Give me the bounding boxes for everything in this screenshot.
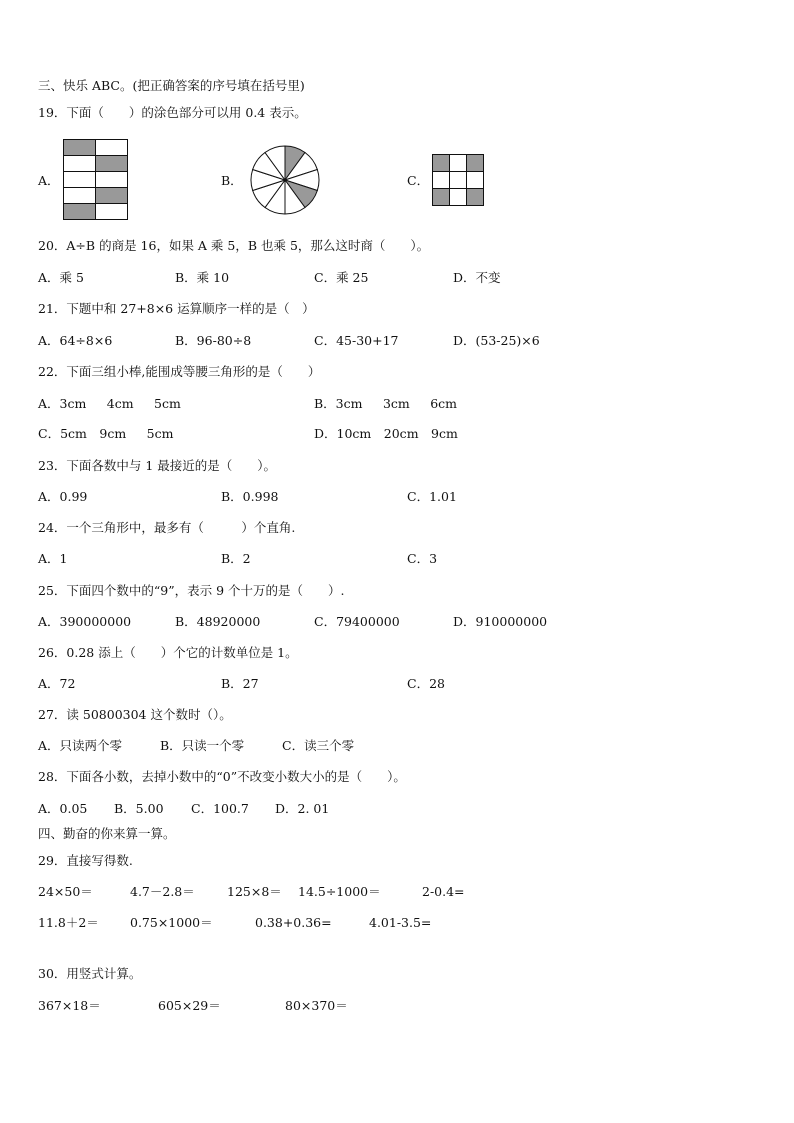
- question-20-stem: 20．A÷B 的商是 16，如果 A 乘 5，B 也乘 5，那么这时商（ ）。: [38, 238, 430, 253]
- question-28-stem: 28．下面各小数，去掉小数中的“0”不改变小数大小的是（ ）。: [38, 769, 406, 784]
- q28-option-b: B．5.00: [114, 801, 164, 816]
- section-3-title: 三、快乐 ABC。(把正确答案的序号填在括号里): [38, 78, 305, 93]
- q19-option-c: C．: [407, 173, 430, 188]
- q29-item: 14.5÷1000＝: [298, 884, 381, 899]
- q29-item: 0.75×1000＝: [130, 915, 213, 930]
- q19-figure-c-grid: [432, 154, 484, 206]
- fig-a-shaded-cell: [63, 203, 95, 219]
- fig-c-shaded-cell: [466, 154, 483, 171]
- q29-item: 0.38+0.36=: [255, 915, 332, 930]
- q22-option-b: B．3cm 3cm 6cm: [314, 396, 457, 411]
- q20-option-b: B．乘 10: [175, 270, 230, 285]
- q29-item: 2-0.4=: [422, 884, 465, 899]
- q20-option-a: A．乘 5: [38, 270, 84, 285]
- q20-option-d: D．不变: [453, 270, 501, 285]
- q24-option-a: A．1: [38, 551, 68, 566]
- q26-option-c: C．28: [407, 676, 445, 691]
- q25-option-b: B．48920000: [175, 614, 261, 629]
- q25-option-c: C．79400000: [314, 614, 400, 629]
- q22-option-a: A．3cm 4cm 5cm: [38, 396, 181, 411]
- q29-item: 4.7－2.8＝: [130, 884, 195, 899]
- q28-option-c: C．100.7: [191, 801, 249, 816]
- q19-figure-a-grid: [63, 139, 128, 220]
- q30-item: 80×370＝: [285, 998, 348, 1013]
- q27-option-a: A．只读两个零: [38, 738, 123, 753]
- question-27-stem: 27．读 50800304 这个数时（）。: [38, 707, 232, 722]
- question-19-stem: 19．下面（ ）的涂色部分可以用 0.4 表示。: [38, 105, 307, 120]
- question-29-stem: 29．直接写得数.: [38, 853, 133, 868]
- q30-item: 605×29＝: [158, 998, 221, 1013]
- section-4-title: 四、勤奋的你来算一算。: [38, 826, 176, 841]
- question-30-stem: 30．用竖式计算。: [38, 966, 142, 981]
- q22-option-d: D．10cm 20cm 9cm: [314, 426, 458, 441]
- q26-option-b: B．27: [221, 676, 259, 691]
- q19-option-a: A．: [38, 173, 60, 188]
- q24-option-c: C．3: [407, 551, 438, 566]
- fig-a-shaded-cell: [63, 139, 95, 155]
- q21-option-b: B．96-80÷8: [175, 333, 252, 348]
- q23-option-b: B．0.998: [221, 489, 279, 504]
- q21-option-a: A．64÷8×6: [38, 333, 113, 348]
- q27-option-c: C．读三个零: [282, 738, 355, 753]
- fig-c-shaded-cell: [432, 154, 449, 171]
- q27-option-b: B．只读一个零: [160, 738, 245, 753]
- q21-option-d: D．(53-25)×6: [453, 333, 540, 348]
- q24-option-b: B．2: [221, 551, 251, 566]
- q30-item: 367×18＝: [38, 998, 101, 1013]
- fig-a-shaded-cell: [95, 155, 127, 171]
- fig-c-shaded-cell: [432, 188, 449, 205]
- question-21-stem: 21．下题中和 27+8×6 运算顺序一样的是（ ）: [38, 301, 315, 316]
- q29-item: 11.8＋2＝: [38, 915, 99, 930]
- q19-figure-b-pie: [250, 145, 320, 215]
- q25-option-a: A．390000000: [38, 614, 132, 629]
- q28-option-a: A．0.05: [38, 801, 88, 816]
- q29-item: 125×8＝: [227, 884, 282, 899]
- q23-option-a: A．0.99: [38, 489, 88, 504]
- q25-option-d: D．910000000: [453, 614, 548, 629]
- q29-item: 4.01-3.5=: [369, 915, 432, 930]
- question-25-stem: 25．下面四个数中的“9”，表示 9 个十万的是（ ）.: [38, 583, 345, 598]
- q26-option-a: A．72: [38, 676, 76, 691]
- q21-option-c: C．45-30+17: [314, 333, 399, 348]
- q23-option-c: C．1.01: [407, 489, 457, 504]
- q22-option-c: C．5cm 9cm 5cm: [38, 426, 174, 441]
- q20-option-c: C．乘 25: [314, 270, 369, 285]
- question-23-stem: 23．下面各数中与 1 最接近的是（ ）。: [38, 458, 277, 473]
- q19-option-b: B．: [221, 173, 243, 188]
- fig-c-shaded-cell: [466, 188, 483, 205]
- q28-option-d: D．2. 01: [275, 801, 330, 816]
- q29-item: 24×50＝: [38, 884, 93, 899]
- question-22-stem: 22．下面三组小棒,能围成等腰三角形的是（ ）: [38, 364, 321, 379]
- question-24-stem: 24．一个三角形中，最多有（ ）个直角.: [38, 520, 296, 535]
- question-26-stem: 26．0.28 添上（ ）个它的计数单位是 1。: [38, 645, 298, 660]
- fig-a-shaded-cell: [95, 187, 127, 203]
